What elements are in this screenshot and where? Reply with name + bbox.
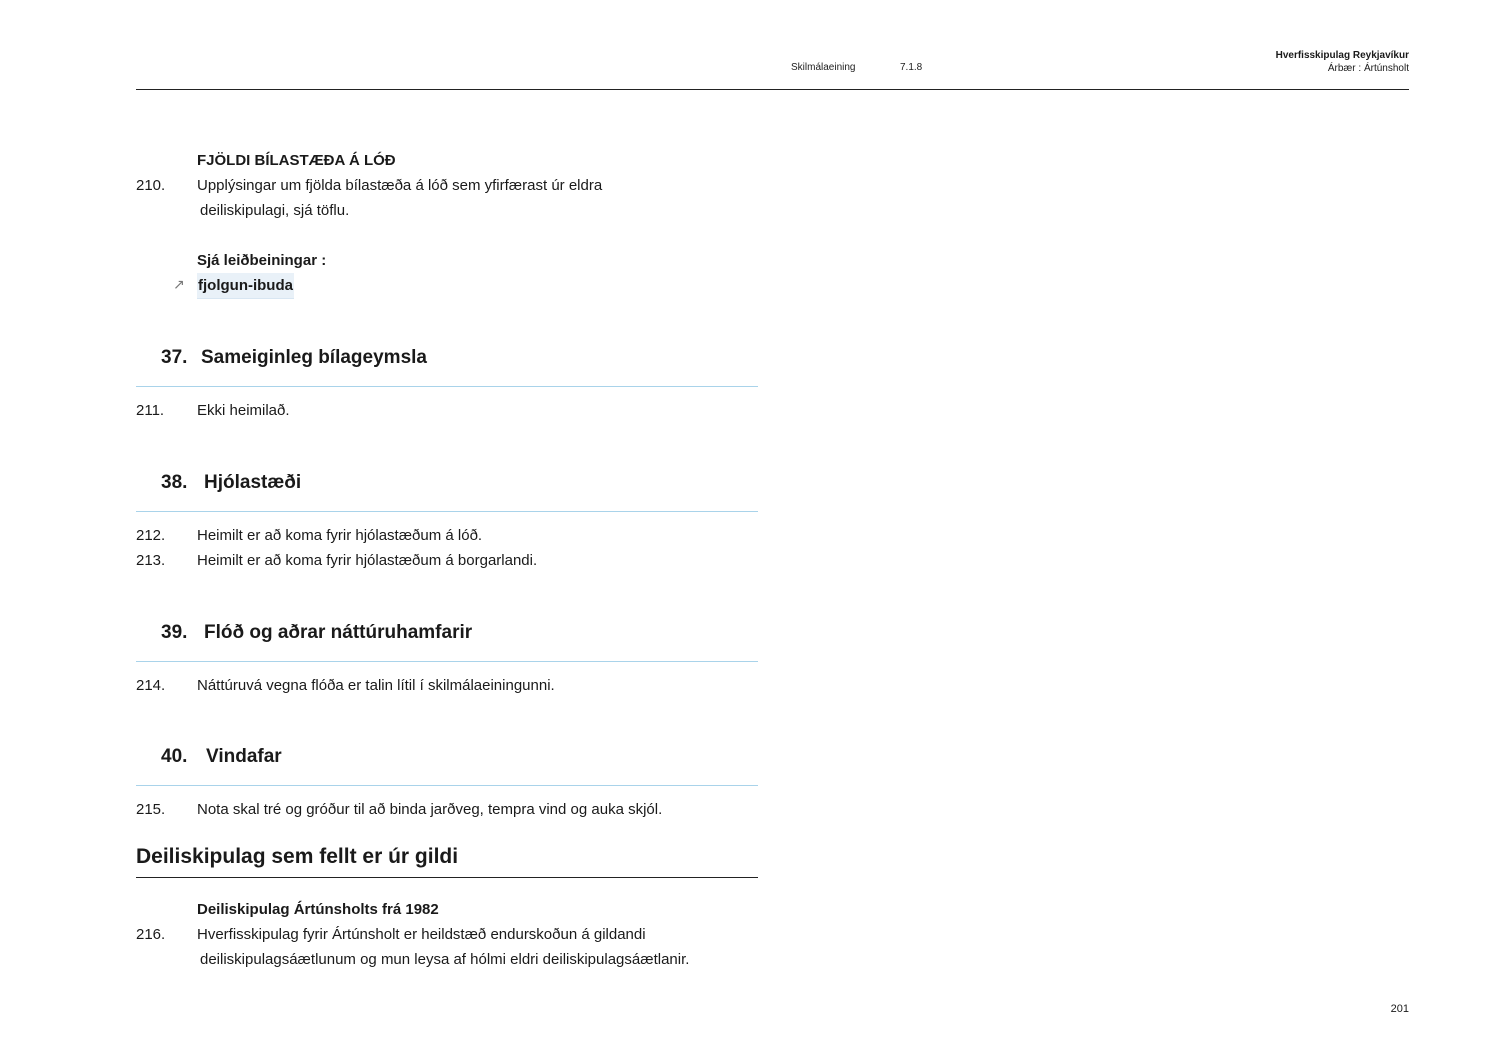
item-number: 213. (136, 552, 166, 569)
section-number: 38. (161, 472, 188, 493)
item-number: 215. (136, 801, 166, 818)
item-text: Hverfisskipulag fyrir Ártúnsholt er heildstæð endurskoðun á gildandi (197, 926, 646, 943)
guidelines-link[interactable]: fjolgun-ibuda (197, 273, 294, 299)
item-number: 214. (136, 677, 166, 694)
guidelines-label: Sjá leiðbeiningar : (197, 252, 327, 269)
repealed-rule (136, 877, 758, 878)
section-number: 39. (161, 622, 188, 643)
section-rule (136, 511, 758, 512)
section-title: Sameiginleg bílageymsla (201, 347, 427, 368)
item-number: 211. (136, 402, 165, 419)
item-text-continued: deiliskipulagi, sjá töflu. (200, 202, 350, 219)
section-rule (136, 386, 758, 387)
item-number: 212. (136, 527, 166, 544)
header-subtitle: Árbær : Ártúnsholt (1327, 63, 1409, 74)
section-title: Hjólastæði (204, 472, 302, 493)
repealed-subheading: Deiliskipulag Ártúnsholts frá 1982 (197, 901, 439, 918)
parking-heading: FJÖLDI BÍLASTÆÐA Á LÓÐ (197, 152, 396, 169)
repealed-heading: Deiliskipulag sem fellt er úr gildi (136, 845, 459, 868)
item-text: Náttúruvá vegna flóða er talin lítil í skilmálaeiningunni. (197, 677, 555, 694)
item-text: Nota skal tré og gróður til að binda jarðveg, tempra vind og auka skjól. (197, 801, 663, 818)
section-title: Flóð og aðrar náttúruhamfarir (204, 622, 473, 643)
section-rule (136, 661, 758, 662)
section-title: Vindafar (206, 746, 282, 767)
item-text: Heimilt er að koma fyrir hjólastæðum á borgarlandi. (197, 552, 538, 569)
external-link-icon: ↗ (173, 276, 185, 292)
header-rule (136, 89, 1409, 90)
section-number: 40. (161, 746, 188, 767)
item-text: Upplýsingar um fjölda bílastæða á lóð sem yfirfærast úr eldra (197, 177, 603, 194)
header-section-number: 7.1.8 (900, 62, 923, 73)
item-number: 216. (136, 926, 166, 943)
item-number: 210. (136, 177, 166, 194)
section-rule (136, 785, 758, 786)
item-text: Heimilt er að koma fyrir hjólastæðum á lóð. (197, 527, 483, 544)
page-number: 201 (1390, 1003, 1409, 1015)
header-section-label: Skilmálaeining (791, 62, 856, 73)
header-brand: Hverfisskipulag Reykjavíkur (1275, 50, 1409, 61)
item-text-continued: deiliskipulagsáætlunum og mun leysa af hólmi eldri deiliskipulagsáætlanir. (200, 951, 690, 968)
section-number: 37. (161, 347, 188, 368)
item-text: Ekki heimilað. (197, 402, 290, 419)
